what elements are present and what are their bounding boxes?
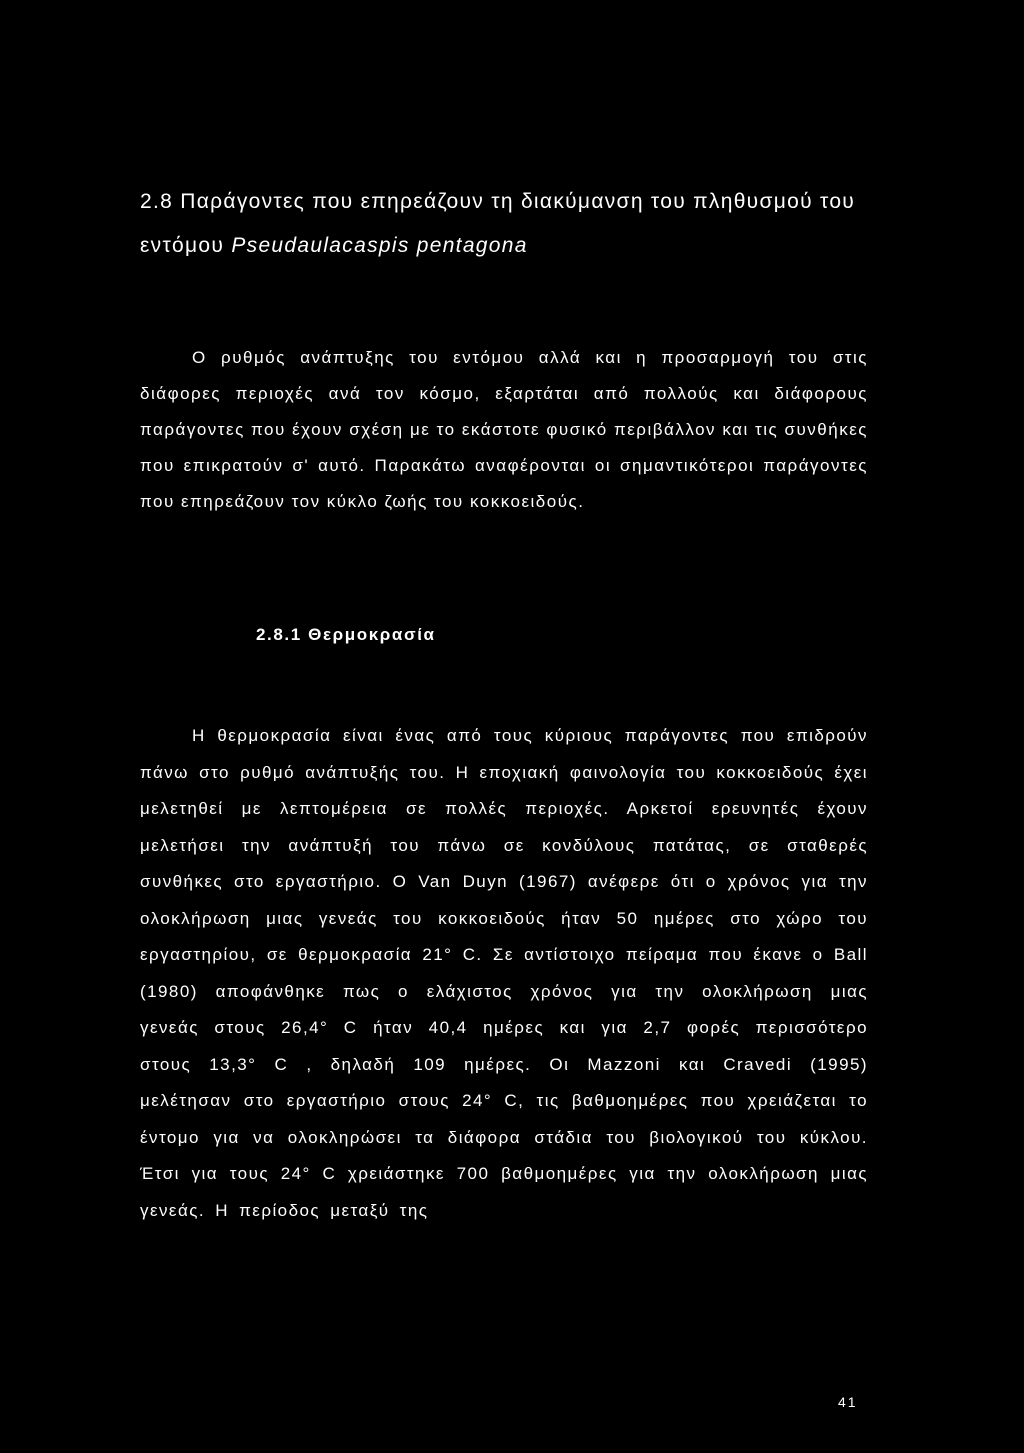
intro-paragraph: Ο ρυθμός ανάπτυξης του εντόμου αλλά και η προσαρμογή του στις διάφορες περιοχές ανά τον κόσμο, εξαρτάται από πολλούς και διάφορους παράγοντες που έχουν σχέση με το εκάστοτε φυσικό περιβάλλον και τις συνθήκες που επικρατούν σ' αυτό. Παρακάτω αναφέρονται οι σημαντικότεροι παράγοντες που επηρεάζουν τον κύκλο ζωής του κοκκοειδούς.	[140, 348, 868, 511]
section-heading	[140, 180, 880, 268]
subsection-heading: 2.8.1 Θερμοκρασία	[256, 625, 436, 644]
section-heading-text: 2.8 Παράγοντες που επηρεάζουν τη διακύμανση του πληθυσμού του εντόμου	[140, 190, 856, 257]
species-name: Pseudaulacaspis pentagona	[231, 234, 528, 257]
page-number: 41	[838, 1394, 858, 1410]
temperature-paragraph: Η θερμοκρασία είναι ένας από τους κύριους παράγοντες που επιδρούν πάνω στο ρυθμό ανάπτυξής του. Η εποχιακή φαινολογία του κοκκοειδούς έχει μελετηθεί με λεπτομέρεια σε πολλές περιοχές. Αρκετοί ερευνητές έχουν μελετήσει την ανάπτυξή του πάνω σε κονδύλους πατάτας, σε σταθερές συνθήκες στο εργαστήριο. Ο Van Duyn (1967) ανέφερε ότι ο χρόνος για την ολοκλήρωση μιας γενεάς του κοκκοειδούς ήταν 50 ημέρες στο χώρο του εργαστηρίου, σε θερμοκρασία 21° C. Σε αντίστοιχο πείραμα που έκανε ο Ball (1980) αποφάνθηκε πως ο ελάχιστος χρόνος για την ολοκλήρωση μιας γενεάς στους 26,4° C ήταν 40,4 ημέρες και για 2,7 φορές περισσότερο στους 13,3° C , δηλαδή 109 ημέρες. Οι Mazzoni και Cravedi (1995) μελέτησαν στο εργαστήριο στους 24° C, τις βαθμοημέρες που χρειάζεται το έντομο για να ολοκληρώσει τα διάφορα στάδια του βιολογικού του κύκλου. Έτσι για τους 24° C χρειάστηκε 700 βαθμοημέρες για την ολοκλήρωση μιας γενεάς. Η περίοδος μεταξύ της	[140, 726, 868, 1220]
